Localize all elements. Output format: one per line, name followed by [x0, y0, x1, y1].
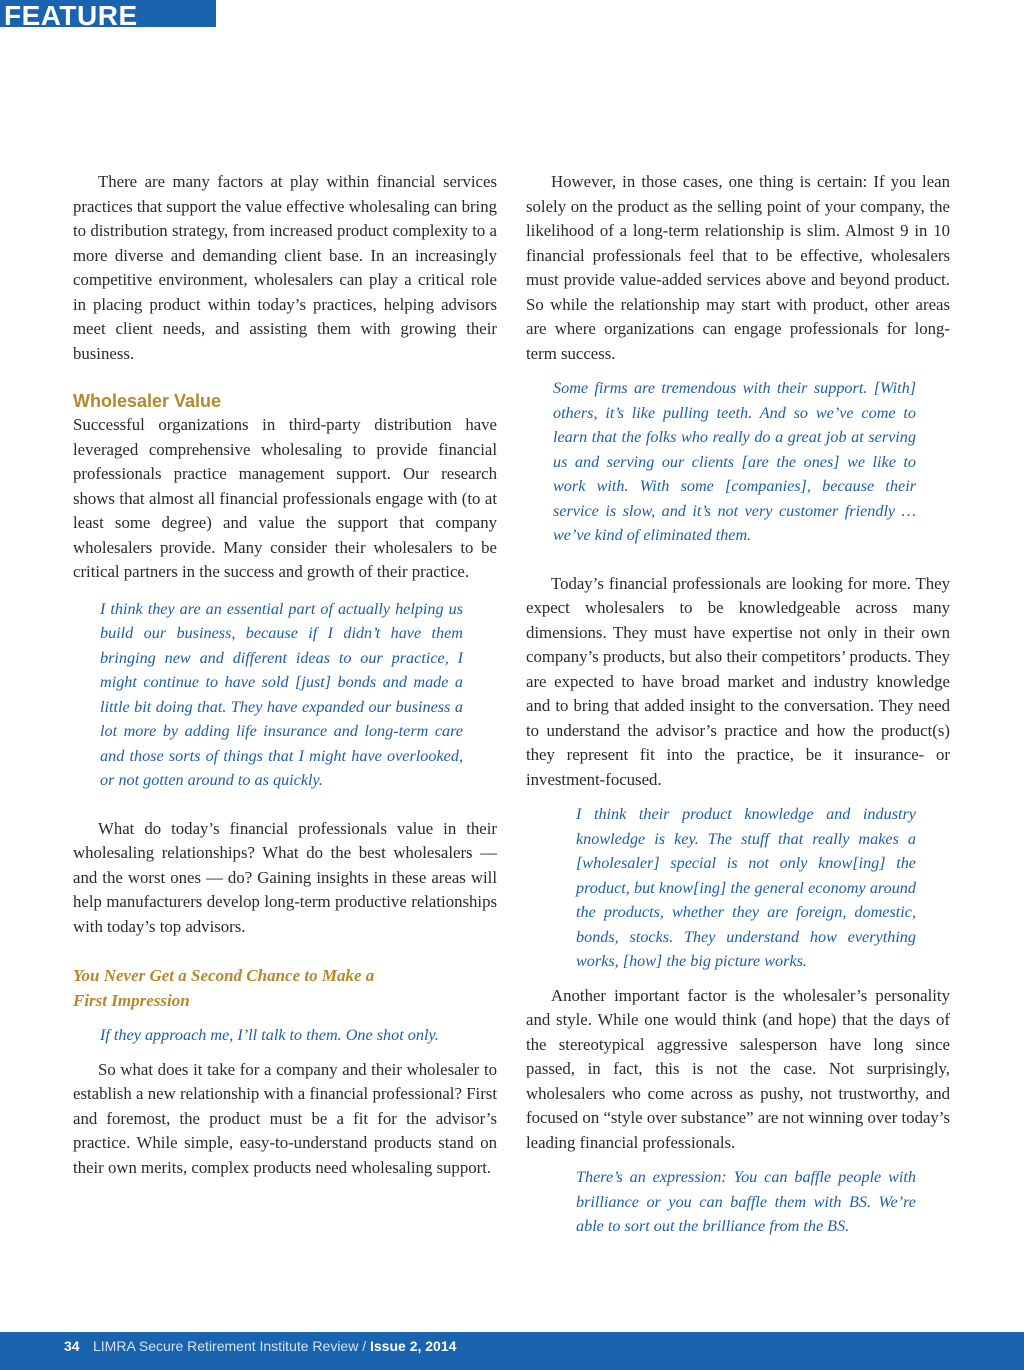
- knowledge-paragraph: Today’s financial professionals are looking for more. They expect wholesalers to be knowledgeable across many dimensions. They must have expertise not only in their own company’s products, but also their competitors’ products. They are expected to have broad market and industry knowledge and to bring that added insight to the conversation. They need to understand the advisor’s practice and how the product(s) they represent fit into the practice, be it insurance- or investment-focused.: [526, 573, 950, 789]
- advisor-quote-2: If they approach me, I’ll talk to them. One shot only.: [100, 1026, 439, 1044]
- publication-name: LIMRA Secure Retirement Institute Review /: [93, 1338, 370, 1354]
- feature-label: FEATURE: [4, 0, 138, 27]
- new-relationship-paragraph: So what does it take for a company and their wholesaler to establish a new relationship with a financial professional? First and foremost, the product must be a fit for the advisor’s practice. While simple, easy-to-understand products stand on their own merits, complex products need wholesaling support.: [73, 1059, 497, 1177]
- advisor-quote-3: Some firms are tremendous with their support. [With] others, it’s like pulling teeth. And so we’ve come to learn that the folks who really do a great job at serving us and serving our clients [are the ones] we like to work with. With some [companies], because their service is slow, and it’s not very customer friendly …we’ve kind of eliminated them.: [553, 379, 916, 544]
- wholesaler-value-paragraph: Successful organizations in third-party distribution have leveraged comprehensive wholesaling to provide financial professionals practice management support. Our research shows that almost all financial professionals engage with (to at least some degree) and value the support that company wholesalers provide. Many consider their wholesalers to be critical partners in the success and growth of their practice.: [73, 415, 497, 581]
- product-selling-paragraph: However, in those cases, one thing is certain: If you lean solely on the product as the selling point of your company, the likelihood of a long-term relationship is slim. Almost 9 in 10 financial professionals feel that to be effective, wholesalers must provide value-added services above and beyond product. So while the relationship may start with product, other areas are where organizations can engage professionals for long-term success.: [526, 172, 950, 363]
- issue-label: Issue 2, 2014: [370, 1338, 457, 1354]
- advisor-quote-4: I think their product knowledge and industry knowledge is key. The stuff that really makes a [wholesaler] special is not only know[ing] the product, but know[ing] the general economy around the products, whether they are foreign, domestic, bonds, stocks. They understand how everything works, [how] the big picture works.: [576, 805, 916, 970]
- right-column: [526, 170, 950, 1239]
- value-question-paragraph: What do today’s financial professionals value in their wholesaling relationships? What do the best wholesalers — and the worst ones — do? Gaining insights in these areas will help manufacturers develop long-term productive relationships with today’s top advisors.: [73, 818, 497, 936]
- heading-wholesaler-value: Wholesaler Value: [73, 391, 222, 411]
- feature-section-tab: [0, 0, 216, 27]
- advisor-quote-1: I think they are an essential part of actually helping us build our business, because if I didn’t have them bringing new and different ideas to our practice, I might continue to have sold [just] bonds and made a little bit doing that. They have expanded our business a lot more by adding life insurance and long-term care and those sorts of things that I might have overlooked, or not gotten around to as quickly.: [100, 599, 463, 789]
- intro-paragraph: There are many factors at play within financial services practices that support the value effective wholesaling can bring to distribution strategy, from increased product complexity to a more diverse and demanding client base. In an increasingly competitive environment, wholesalers can play a critical role in placing product within today’s practices, helping advisors meet client needs, and assisting them with growing their business.: [73, 172, 497, 363]
- left-column: [73, 170, 497, 1180]
- page-number: 34: [64, 1338, 80, 1354]
- personality-paragraph: Another important factor is the wholesaler’s personality and style. While one would think (and hope) that the days of the stereotypical aggressive salesperson have long since passed, in fact, this is not the case. Not surprisingly, wholesalers who come across as pushy, not trustworthy, and focused on “style over substance” are not winning over today’s leading financial professionals.: [526, 985, 950, 1152]
- page-footer: [0, 1332, 1024, 1370]
- heading-second-chance: You Never Get a Second Chance to Make a First Impression: [73, 966, 375, 1010]
- advisor-quote-5: There’s an expression: You can baffle people with brilliance or you can baffle them with BS. We’re able to sort out the brilliance from the BS.: [576, 1168, 916, 1235]
- publication-title: [93, 1333, 456, 1359]
